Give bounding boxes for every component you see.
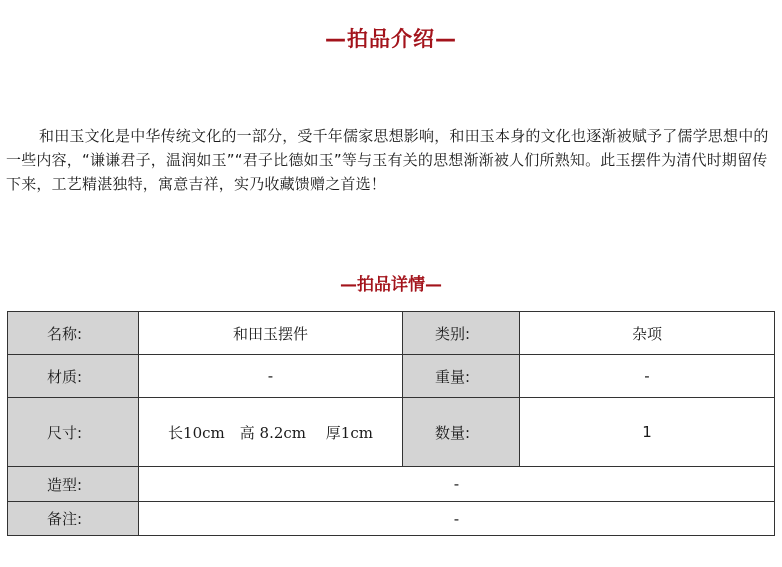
table-row — [8, 398, 775, 467]
name-label: 名称: — [8, 312, 139, 355]
material-value: - — [139, 355, 403, 398]
weight-label: 重量: — [403, 355, 520, 398]
shape-label: 造型: — [8, 467, 139, 502]
remark-value: - — [139, 502, 775, 536]
size-value-text: 长10cm 高 8.2cm 厚1cm — [168, 423, 373, 442]
table-row — [8, 355, 775, 398]
remark-label: 备注: — [8, 502, 139, 536]
table-row — [8, 502, 775, 536]
material-label: 材质: — [8, 355, 139, 398]
shape-value: - — [139, 467, 775, 502]
category-value: 杂项 — [520, 312, 775, 355]
details-heading: —拍品详情— — [340, 275, 442, 295]
size-value — [139, 398, 403, 467]
table-row — [8, 312, 775, 355]
intro-paragraph: 和田玉文化是中华传统文化的一部分，受千年儒家思想影响，和田玉本身的文化也逐渐被赋予了儒学思想中的一些内容，“谦谦君子，温润如玉”“君子比德如玉”等与玉有关的思想渐渐被人们所熟知。此玉摆件为清代时期留传下来，工艺精湛独特，寓意吉祥，实乃收藏馈赠之首选！ — [6, 127, 769, 193]
name-value: 和田玉摆件 — [139, 312, 403, 355]
category-label: 类别: — [403, 312, 520, 355]
weight-value: - — [520, 355, 775, 398]
details-table — [7, 311, 775, 536]
size-label: 尺寸: — [8, 398, 139, 467]
quantity-label: 数量: — [403, 398, 520, 467]
intro-heading: —拍品介绍— — [325, 27, 457, 51]
table-row — [8, 467, 775, 502]
quantity-value: 1 — [520, 398, 775, 467]
